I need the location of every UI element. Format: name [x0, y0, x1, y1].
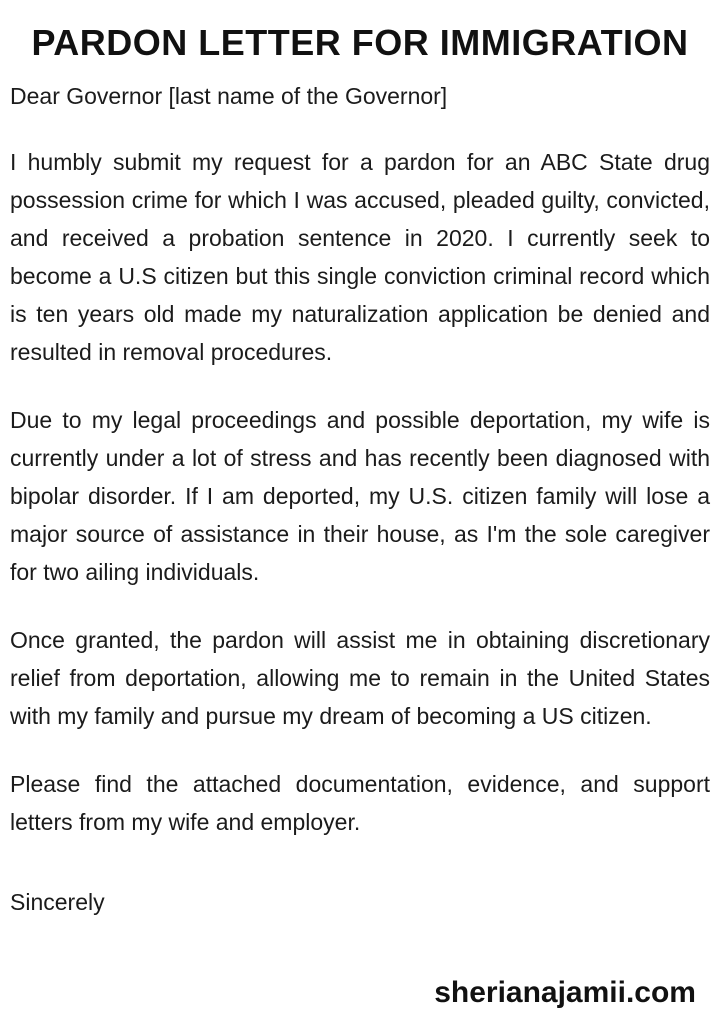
paragraph-relief: Once granted, the pardon will assist me in obtaining discretionary relief from deportation, allowing me to remain in the United States with my family and pursue my dream of becoming a US citizen.	[10, 627, 710, 730]
letter-title: PARDON LETTER FOR IMMIGRATION	[31, 22, 689, 63]
paragraph-attachments: Please find the attached documentation, evidence, and support letters from my wife and employer.	[10, 771, 710, 836]
closing-line: Sincerely	[10, 889, 105, 916]
website-watermark: sherianajamii.com	[434, 976, 696, 1009]
paragraph-request: I humbly submit my request for a pardon for an ABC State drug possession crime for which I was accused, pleaded guilty, convicted, and received a probation sentence in 2020. I currently seek to become a U.S citizen but this single conviction criminal record which is ten years old made my naturalization application be denied and resulted in removal procedures.	[10, 149, 710, 366]
paragraph-hardship: Due to my legal proceedings and possible deportation, my wife is currently under a lot of stress and has recently been diagnosed with bipolar disorder. If I am deported, my U.S. citizen family will lose a major source of assistance in their house, as I'm the sole caregiver for two ailing individuals.	[10, 407, 710, 586]
greeting-line: Dear Governor [last name of the Governor]	[10, 83, 448, 110]
